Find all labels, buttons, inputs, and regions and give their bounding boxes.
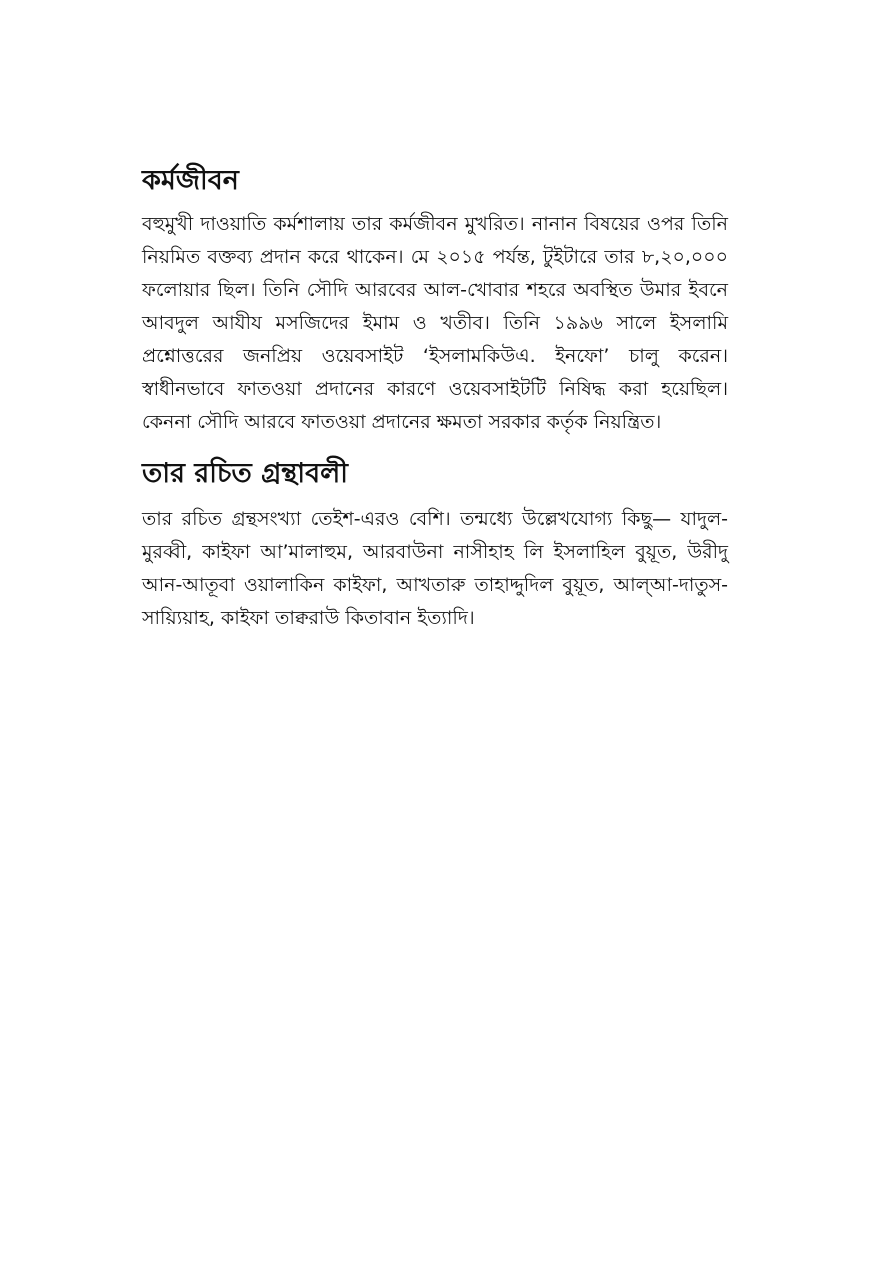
- section-heading-career: কর্মজীবন: [142, 165, 239, 196]
- section-body-career: বহুমুখী দাওয়াতি কর্মশালায় তার কর্মজীবন মুখরিত। নানান বিষয়ের ওপর তিনি নিয়মিত বক্তব্য প্রদান করে থাকেন। মে ২০১৫ পর্যন্ত, টুইটারে তার ৮,২০,০০০ ফলোয়ার ছিল। তিনি সৌদি আরবের আল-খোবার শহরে অবস্থিত উমার ইবনে আবদুল আযীয মসজিদের ইমাম ও খতীব। তিনি ১৯৯৬ সালে ইসলামি প্রশ্নোত্তরের জনপ্রিয় ওয়েবসাইট ‘ইসলামকিউএ. ইনফো’ চালু করেন। স্বাধীনভাবে ফাতওয়া প্রদানের কারণে ওয়েবসাইটটি নিষিদ্ধ করা হয়েছিল। কেননা সৌদি আরবে ফাতওয়া প্রদানের ক্ষমতা সরকার কর্তৃক নিয়ন্ত্রিত।: [142, 213, 728, 433]
- section-heading-books: তার রচিত গ্রন্থাবলী: [142, 458, 349, 489]
- section-body-books: তার রচিত গ্রন্থসংখ্যা তেইশ-এরও বেশি। তন্মধ্যে উল্লেখযোগ্য কিছু— যাদুল-মুরব্বী, কাইফা আ’মালাহুম, আরবাউনা নাসীহাহ লি ইসলাহিল বুয়ূত, উরীদু আন-আতূবা ওয়ালাকিন কাইফা, আখতারু তাহাদ্দুদিল বুয়ূত, আল্আ-দাতুস-সায়্যিয়াহ, কাইফা তাক্বরাউ কিতাবান ইত্যাদি।: [142, 508, 728, 629]
- document-page: [142, 160, 728, 635]
